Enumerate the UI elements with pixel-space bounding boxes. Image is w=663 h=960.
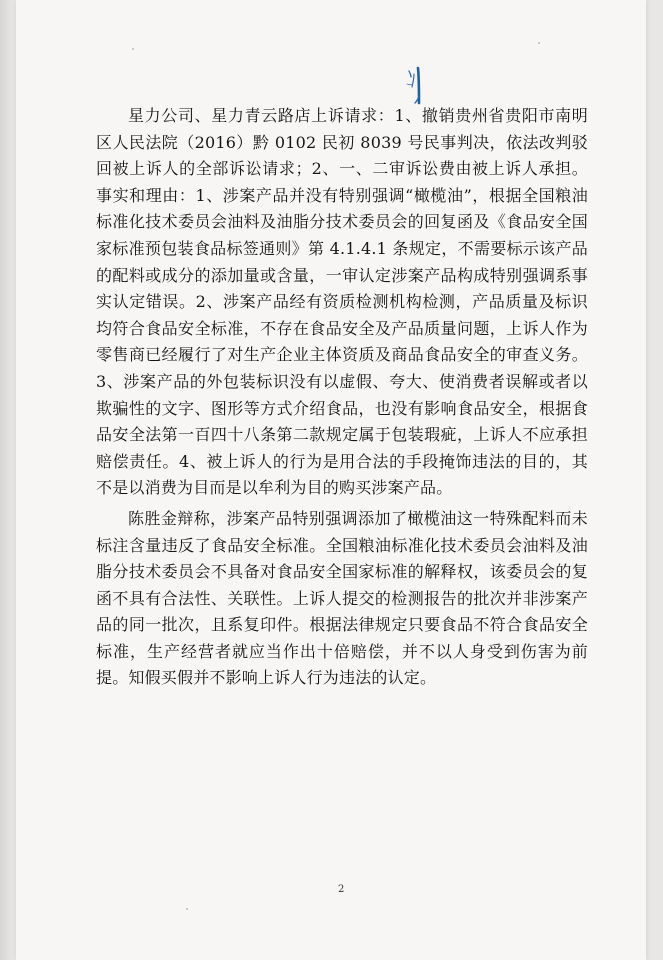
scan-speck <box>186 908 188 910</box>
scan-speck <box>132 48 134 50</box>
document-body <box>96 103 588 692</box>
scan-left-edge <box>0 0 16 960</box>
appellee-defense-paragraph: 陈胜金辩称，涉案产品特别强调添加了橄榄油这一特殊配料而未标注含量违反了食品安全标准。全国粮油标准化技术委员会油料及油脂分技术委员会不具备对食品安全国家标准的解释权，该委员会的复函不具有合法性、关联性。上诉人提交的检测报告的批次并非涉案产品的同一批次，且系复印件。根据法律规定只要食品不符合食品安全标准，生产经营者就应当作出十倍赔偿，并不以人身受到伤害为前提。知假买假并不影响上诉人行为违法的认定。 <box>96 508 588 688</box>
scan-speck <box>538 42 540 44</box>
page-number: 2 <box>338 884 345 895</box>
appellant-claim-paragraph: 星力公司、星力青云路店上诉请求：1、撤销贵州省贵阳市南明区人民法院（2016）黔 0102 民初 8039 号民事判决，依法改判驳回被上诉人的全部诉讼请求；2、一、二审诉讼费由被上诉人承担。事实和理由：1、涉案产品并没有特别强调“橄榄油”，根据全国粮油标准化技术委员会油料及油脂分技术委员会的回复函及《食品安全国家标准预包装食品标签通则》第 4.1.4.1 条规定，不需要标示该产品的配料或成分的添加量或含量，一审认定涉案产品构成特别强调系事实认定错误。2、涉案产品经有资质检测机构检测，产品质量及标识均符合食品安全标准，不存在食品安全及产品质量问题，上诉人作为零售商已经履行了对生产企业主体资质及商品食品安全的审查义务。3、涉案产品的外包装标识没有以虚假、夸大、使消费者误解或者以欺骗性的文字、图形等方式介绍食品，也没有影响食品安全，根据食品安全法第一百四十八条第二款规定属于包装瑕疵，上诉人不应承担赔偿责任。4、被上诉人的行为是用合法的手段掩饰违法的目的，其不是以消费为目而是以牟利为目的购买涉案产品。 <box>96 106 588 498</box>
